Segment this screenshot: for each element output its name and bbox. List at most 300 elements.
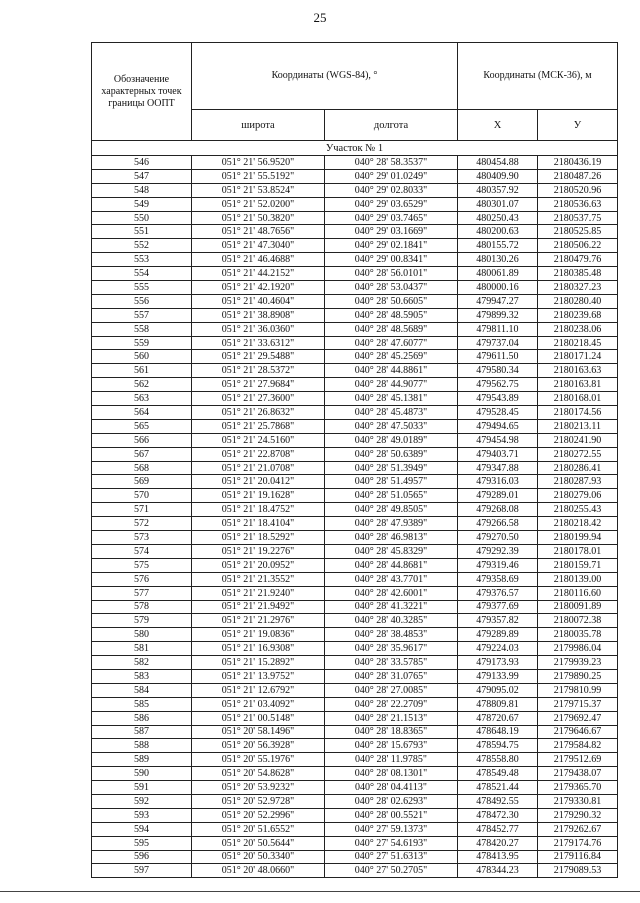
table-row (92, 558, 618, 572)
longitude-cell: 040° 28' 33.5785" (325, 656, 458, 670)
longitude-cell: 040° 29' 03.6529" (325, 197, 458, 211)
longitude-cell: 040° 28' 27.0085" (325, 683, 458, 697)
x-cell: 478809.81 (458, 697, 538, 711)
point-number-cell: 587 (92, 725, 192, 739)
table-row (92, 239, 618, 253)
y-cell: 2179986.04 (538, 642, 618, 656)
y-cell: 2179584.82 (538, 739, 618, 753)
table-row (92, 350, 618, 364)
y-cell: 2180536.63 (538, 197, 618, 211)
y-cell: 2179290.32 (538, 808, 618, 822)
longitude-cell: 040° 28' 41.3221" (325, 600, 458, 614)
longitude-cell: 040° 27' 59.1373" (325, 822, 458, 836)
y-cell: 2179646.67 (538, 725, 618, 739)
x-cell: 479316.03 (458, 475, 538, 489)
x-cell: 480200.63 (458, 225, 538, 239)
point-number-cell: 555 (92, 281, 192, 295)
x-cell: 479454.98 (458, 433, 538, 447)
point-number-cell: 564 (92, 406, 192, 420)
longitude-cell: 040° 28' 53.0437" (325, 281, 458, 295)
header-coords-msk36: Координаты (МСК-36), м (458, 43, 618, 110)
longitude-cell: 040° 28' 31.0765" (325, 669, 458, 683)
table-row (92, 308, 618, 322)
table-row (92, 697, 618, 711)
x-cell: 480130.26 (458, 253, 538, 267)
y-cell: 2180159.71 (538, 558, 618, 572)
point-number-cell: 584 (92, 683, 192, 697)
point-number-cell: 551 (92, 225, 192, 239)
x-cell: 478521.44 (458, 781, 538, 795)
y-cell: 2180241.90 (538, 433, 618, 447)
x-cell: 479580.34 (458, 364, 538, 378)
y-cell: 2180116.60 (538, 586, 618, 600)
table-row (92, 322, 618, 336)
table-body (92, 156, 618, 878)
longitude-cell: 040° 28' 49.0189" (325, 433, 458, 447)
point-number-cell: 585 (92, 697, 192, 711)
x-cell: 478558.80 (458, 753, 538, 767)
latitude-cell: 051° 21' 48.7656" (192, 225, 325, 239)
latitude-cell: 051° 21' 22.8708" (192, 447, 325, 461)
latitude-cell: 051° 21' 16.9308" (192, 642, 325, 656)
longitude-cell: 040° 28' 18.8365" (325, 725, 458, 739)
longitude-cell: 040° 28' 46.9813" (325, 531, 458, 545)
x-cell: 479377.69 (458, 600, 538, 614)
y-cell: 2180286.41 (538, 461, 618, 475)
point-number-cell: 590 (92, 767, 192, 781)
longitude-cell: 040° 29' 00.8341" (325, 253, 458, 267)
table-row (92, 392, 618, 406)
table-row (92, 294, 618, 308)
x-cell: 479528.45 (458, 406, 538, 420)
latitude-cell: 051° 21' 19.1628" (192, 489, 325, 503)
y-cell: 2179692.47 (538, 711, 618, 725)
y-cell: 2179262.67 (538, 822, 618, 836)
point-number-cell: 560 (92, 350, 192, 364)
table-row (92, 614, 618, 628)
longitude-cell: 040° 28' 38.4853" (325, 628, 458, 642)
latitude-cell: 051° 20' 52.2996" (192, 808, 325, 822)
point-number-cell: 553 (92, 253, 192, 267)
x-cell: 479562.75 (458, 378, 538, 392)
x-cell: 479095.02 (458, 683, 538, 697)
table-row (92, 406, 618, 420)
latitude-cell: 051° 20' 55.1976" (192, 753, 325, 767)
y-cell: 2180525.85 (538, 225, 618, 239)
table-row (92, 378, 618, 392)
x-cell: 479358.69 (458, 572, 538, 586)
header-coords-wgs84: Координаты (WGS-84), ° (192, 43, 458, 110)
x-cell: 479403.71 (458, 447, 538, 461)
table-row (92, 517, 618, 531)
latitude-cell: 051° 21' 18.4752" (192, 503, 325, 517)
longitude-cell: 040° 28' 44.8861" (325, 364, 458, 378)
longitude-cell: 040° 28' 42.6001" (325, 586, 458, 600)
point-number-cell: 575 (92, 558, 192, 572)
x-cell: 480454.88 (458, 156, 538, 170)
table-row (92, 225, 618, 239)
latitude-cell: 051° 21' 21.9492" (192, 600, 325, 614)
latitude-cell: 051° 21' 26.8632" (192, 406, 325, 420)
point-number-cell: 572 (92, 517, 192, 531)
longitude-cell: 040° 28' 51.3949" (325, 461, 458, 475)
longitude-cell: 040° 28' 35.9617" (325, 642, 458, 656)
latitude-cell: 051° 20' 56.3928" (192, 739, 325, 753)
table-row (92, 794, 618, 808)
longitude-cell: 040° 29' 02.1841" (325, 239, 458, 253)
y-cell: 2180139.00 (538, 572, 618, 586)
latitude-cell: 051° 20' 52.9728" (192, 794, 325, 808)
longitude-cell: 040° 28' 45.1381" (325, 392, 458, 406)
x-cell: 479268.08 (458, 503, 538, 517)
latitude-cell: 051° 20' 53.9232" (192, 781, 325, 795)
y-cell: 2180327.23 (538, 281, 618, 295)
x-cell: 480155.72 (458, 239, 538, 253)
point-number-cell: 563 (92, 392, 192, 406)
point-number-cell: 581 (92, 642, 192, 656)
table-row (92, 642, 618, 656)
point-number-cell: 559 (92, 336, 192, 350)
table-row (92, 253, 618, 267)
y-cell: 2180287.93 (538, 475, 618, 489)
latitude-cell: 051° 21' 21.2976" (192, 614, 325, 628)
longitude-cell: 040° 27' 54.6193" (325, 836, 458, 850)
table-row (92, 767, 618, 781)
y-cell: 2180035.78 (538, 628, 618, 642)
longitude-cell: 040° 28' 15.6793" (325, 739, 458, 753)
latitude-cell: 051° 21' 19.0836" (192, 628, 325, 642)
x-cell: 479289.01 (458, 489, 538, 503)
y-cell: 2180178.01 (538, 544, 618, 558)
table-row (92, 656, 618, 670)
y-cell: 2180199.94 (538, 531, 618, 545)
x-cell: 479611.50 (458, 350, 538, 364)
longitude-cell: 040° 28' 47.9389" (325, 517, 458, 531)
longitude-cell: 040° 29' 03.1669" (325, 225, 458, 239)
table-row (92, 267, 618, 281)
latitude-cell: 051° 21' 40.4604" (192, 294, 325, 308)
point-number-cell: 582 (92, 656, 192, 670)
y-cell: 2180272.55 (538, 447, 618, 461)
longitude-cell: 040° 28' 50.6605" (325, 294, 458, 308)
point-number-cell: 546 (92, 156, 192, 170)
latitude-cell: 051° 21' 21.3552" (192, 572, 325, 586)
x-cell: 479899.32 (458, 308, 538, 322)
point-number-cell: 593 (92, 808, 192, 822)
table-row (92, 586, 618, 600)
longitude-cell: 040° 27' 50.2705" (325, 864, 458, 878)
longitude-cell: 040° 28' 22.2709" (325, 697, 458, 711)
table-row (92, 669, 618, 683)
point-number-cell: 573 (92, 531, 192, 545)
latitude-cell: 051° 21' 47.3040" (192, 239, 325, 253)
latitude-cell: 051° 21' 29.5488" (192, 350, 325, 364)
latitude-cell: 051° 21' 20.0412" (192, 475, 325, 489)
point-number-cell: 597 (92, 864, 192, 878)
table-row (92, 836, 618, 850)
table-row (92, 781, 618, 795)
longitude-cell: 040° 28' 47.5033" (325, 419, 458, 433)
longitude-cell: 040° 28' 45.4873" (325, 406, 458, 420)
table-row (92, 531, 618, 545)
y-cell: 2180436.19 (538, 156, 618, 170)
latitude-cell: 051° 21' 36.0360" (192, 322, 325, 336)
x-cell: 478472.30 (458, 808, 538, 822)
x-cell: 478648.19 (458, 725, 538, 739)
point-number-cell: 568 (92, 461, 192, 475)
y-cell: 2180487.26 (538, 169, 618, 183)
x-cell: 479292.39 (458, 544, 538, 558)
x-cell: 478452.77 (458, 822, 538, 836)
point-number-cell: 547 (92, 169, 192, 183)
longitude-cell: 040° 28' 47.6077" (325, 336, 458, 350)
y-cell: 2180163.81 (538, 378, 618, 392)
x-cell: 480357.92 (458, 183, 538, 197)
point-number-cell: 586 (92, 711, 192, 725)
longitude-cell: 040° 29' 01.0249" (325, 169, 458, 183)
y-cell: 2180171.24 (538, 350, 618, 364)
header-latitude: широта (192, 110, 325, 141)
point-number-cell: 566 (92, 433, 192, 447)
table-row (92, 683, 618, 697)
y-cell: 2179715.37 (538, 697, 618, 711)
latitude-cell: 051° 21' 33.6312" (192, 336, 325, 350)
table-row (92, 808, 618, 822)
y-cell: 2180163.63 (538, 364, 618, 378)
y-cell: 2180213.11 (538, 419, 618, 433)
header-longitude: долгота (325, 110, 458, 141)
x-cell: 478492.55 (458, 794, 538, 808)
point-number-cell: 592 (92, 794, 192, 808)
table-row (92, 850, 618, 864)
latitude-cell: 051° 20' 50.3340" (192, 850, 325, 864)
table-row (92, 447, 618, 461)
latitude-cell: 051° 21' 42.1920" (192, 281, 325, 295)
x-cell: 479270.50 (458, 531, 538, 545)
latitude-cell: 051° 21' 28.5372" (192, 364, 325, 378)
x-cell: 479947.27 (458, 294, 538, 308)
header-x: X (458, 110, 538, 141)
longitude-cell: 040° 28' 49.8505" (325, 503, 458, 517)
table-row (92, 197, 618, 211)
latitude-cell: 051° 21' 21.9240" (192, 586, 325, 600)
point-number-cell: 588 (92, 739, 192, 753)
longitude-cell: 040° 27' 51.6313" (325, 850, 458, 864)
longitude-cell: 040° 28' 08.1301" (325, 767, 458, 781)
latitude-cell: 051° 21' 13.9752" (192, 669, 325, 683)
latitude-cell: 051° 20' 54.8628" (192, 767, 325, 781)
x-cell: 480000.16 (458, 281, 538, 295)
table-row (92, 433, 618, 447)
point-number-cell: 554 (92, 267, 192, 281)
point-number-cell: 567 (92, 447, 192, 461)
y-cell: 2180238.06 (538, 322, 618, 336)
point-number-cell: 548 (92, 183, 192, 197)
header-point-designation: Обозначение характерных точек границы ООПТ (92, 43, 192, 141)
point-number-cell: 552 (92, 239, 192, 253)
x-cell: 479494.65 (458, 419, 538, 433)
longitude-cell: 040° 28' 50.6389" (325, 447, 458, 461)
table-row (92, 169, 618, 183)
point-number-cell: 579 (92, 614, 192, 628)
header-y: У (538, 110, 618, 141)
point-number-cell: 596 (92, 850, 192, 864)
y-cell: 2179438.07 (538, 767, 618, 781)
table-row (92, 600, 618, 614)
longitude-cell: 040° 28' 43.7701" (325, 572, 458, 586)
x-cell: 480061.89 (458, 267, 538, 281)
y-cell: 2180385.48 (538, 267, 618, 281)
table-row (92, 711, 618, 725)
x-cell: 478413.95 (458, 850, 538, 864)
table-row (92, 864, 618, 878)
page-number: 25 (313, 10, 327, 25)
point-number-cell: 558 (92, 322, 192, 336)
longitude-cell: 040° 28' 58.3537" (325, 156, 458, 170)
table-row (92, 475, 618, 489)
latitude-cell: 051° 21' 27.3600" (192, 392, 325, 406)
table-row (92, 419, 618, 433)
y-cell: 2180279.06 (538, 489, 618, 503)
longitude-cell: 040° 28' 40.3285" (325, 614, 458, 628)
table-row (92, 281, 618, 295)
longitude-cell: 040° 28' 11.9785" (325, 753, 458, 767)
longitude-cell: 040° 29' 03.7465" (325, 211, 458, 225)
y-cell: 2179512.69 (538, 753, 618, 767)
latitude-cell: 051° 21' 25.7868" (192, 419, 325, 433)
point-number-cell: 595 (92, 836, 192, 850)
y-cell: 2180506.22 (538, 239, 618, 253)
x-cell: 479133.99 (458, 669, 538, 683)
table-row (92, 211, 618, 225)
latitude-cell: 051° 21' 38.8908" (192, 308, 325, 322)
longitude-cell: 040° 28' 04.4113" (325, 781, 458, 795)
table-row (92, 489, 618, 503)
x-cell: 479543.89 (458, 392, 538, 406)
y-cell: 2179890.25 (538, 669, 618, 683)
longitude-cell: 040° 28' 51.4957" (325, 475, 458, 489)
table-row (92, 572, 618, 586)
y-cell: 2180168.01 (538, 392, 618, 406)
x-cell: 478344.23 (458, 864, 538, 878)
point-number-cell: 570 (92, 489, 192, 503)
point-number-cell: 580 (92, 628, 192, 642)
point-number-cell: 557 (92, 308, 192, 322)
table-row (92, 503, 618, 517)
x-cell: 478594.75 (458, 739, 538, 753)
point-number-cell: 591 (92, 781, 192, 795)
y-cell: 2180174.56 (538, 406, 618, 420)
x-cell: 480250.43 (458, 211, 538, 225)
latitude-cell: 051° 21' 44.2152" (192, 267, 325, 281)
y-cell: 2180072.38 (538, 614, 618, 628)
latitude-cell: 051° 21' 21.0708" (192, 461, 325, 475)
longitude-cell: 040° 28' 00.5521" (325, 808, 458, 822)
y-cell: 2180218.42 (538, 517, 618, 531)
x-cell: 480409.90 (458, 169, 538, 183)
y-cell: 2179089.53 (538, 864, 618, 878)
point-number-cell: 562 (92, 378, 192, 392)
x-cell: 479173.93 (458, 656, 538, 670)
y-cell: 2180239.68 (538, 308, 618, 322)
x-cell: 478420.27 (458, 836, 538, 850)
longitude-cell: 040° 28' 45.2569" (325, 350, 458, 364)
x-cell: 479347.88 (458, 461, 538, 475)
y-cell: 2180218.45 (538, 336, 618, 350)
latitude-cell: 051° 21' 03.4092" (192, 697, 325, 711)
point-number-cell: 571 (92, 503, 192, 517)
longitude-cell: 040° 28' 44.9077" (325, 378, 458, 392)
latitude-cell: 051° 21' 00.5148" (192, 711, 325, 725)
point-number-cell: 565 (92, 419, 192, 433)
x-cell: 478720.67 (458, 711, 538, 725)
point-number-cell: 569 (92, 475, 192, 489)
y-cell: 2180255.43 (538, 503, 618, 517)
latitude-cell: 051° 21' 46.4688" (192, 253, 325, 267)
latitude-cell: 051° 20' 48.0660" (192, 864, 325, 878)
x-cell: 479289.89 (458, 628, 538, 642)
y-cell: 2180280.40 (538, 294, 618, 308)
longitude-cell: 040° 28' 56.0101" (325, 267, 458, 281)
y-cell: 2179810.99 (538, 683, 618, 697)
latitude-cell: 051° 21' 56.9520" (192, 156, 325, 170)
y-cell: 2179116.84 (538, 850, 618, 864)
longitude-cell: 040° 28' 21.1513" (325, 711, 458, 725)
y-cell: 2179330.81 (538, 794, 618, 808)
latitude-cell: 051° 21' 52.0200" (192, 197, 325, 211)
point-number-cell: 550 (92, 211, 192, 225)
x-cell: 479266.58 (458, 517, 538, 531)
latitude-cell: 051° 21' 15.2892" (192, 656, 325, 670)
point-number-cell: 561 (92, 364, 192, 378)
y-cell: 2180520.96 (538, 183, 618, 197)
y-cell: 2180537.75 (538, 211, 618, 225)
longitude-cell: 040° 29' 02.8033" (325, 183, 458, 197)
x-cell: 479357.82 (458, 614, 538, 628)
point-number-cell: 578 (92, 600, 192, 614)
table-row (92, 725, 618, 739)
x-cell: 480301.07 (458, 197, 538, 211)
latitude-cell: 051° 21' 18.5292" (192, 531, 325, 545)
longitude-cell: 040° 28' 48.5905" (325, 308, 458, 322)
boundary-coordinates-table (91, 42, 618, 878)
table-row (92, 628, 618, 642)
y-cell: 2180479.76 (538, 253, 618, 267)
point-number-cell: 577 (92, 586, 192, 600)
table-row (92, 156, 618, 170)
table-row (92, 461, 618, 475)
latitude-cell: 051° 20' 58.1496" (192, 725, 325, 739)
latitude-cell: 051° 21' 12.6792" (192, 683, 325, 697)
table-row (92, 336, 618, 350)
point-number-cell: 594 (92, 822, 192, 836)
table-row (92, 822, 618, 836)
x-cell: 479811.10 (458, 322, 538, 336)
latitude-cell: 051° 21' 19.2276" (192, 544, 325, 558)
latitude-cell: 051° 21' 27.9684" (192, 378, 325, 392)
bottom-divider (0, 891, 640, 892)
x-cell: 479319.46 (458, 558, 538, 572)
longitude-cell: 040° 28' 51.0565" (325, 489, 458, 503)
x-cell: 478549.48 (458, 767, 538, 781)
x-cell: 479737.04 (458, 336, 538, 350)
table-row (92, 753, 618, 767)
table-row (92, 364, 618, 378)
point-number-cell: 574 (92, 544, 192, 558)
x-cell: 479376.57 (458, 586, 538, 600)
latitude-cell: 051° 20' 51.6552" (192, 822, 325, 836)
latitude-cell: 051° 21' 55.5192" (192, 169, 325, 183)
